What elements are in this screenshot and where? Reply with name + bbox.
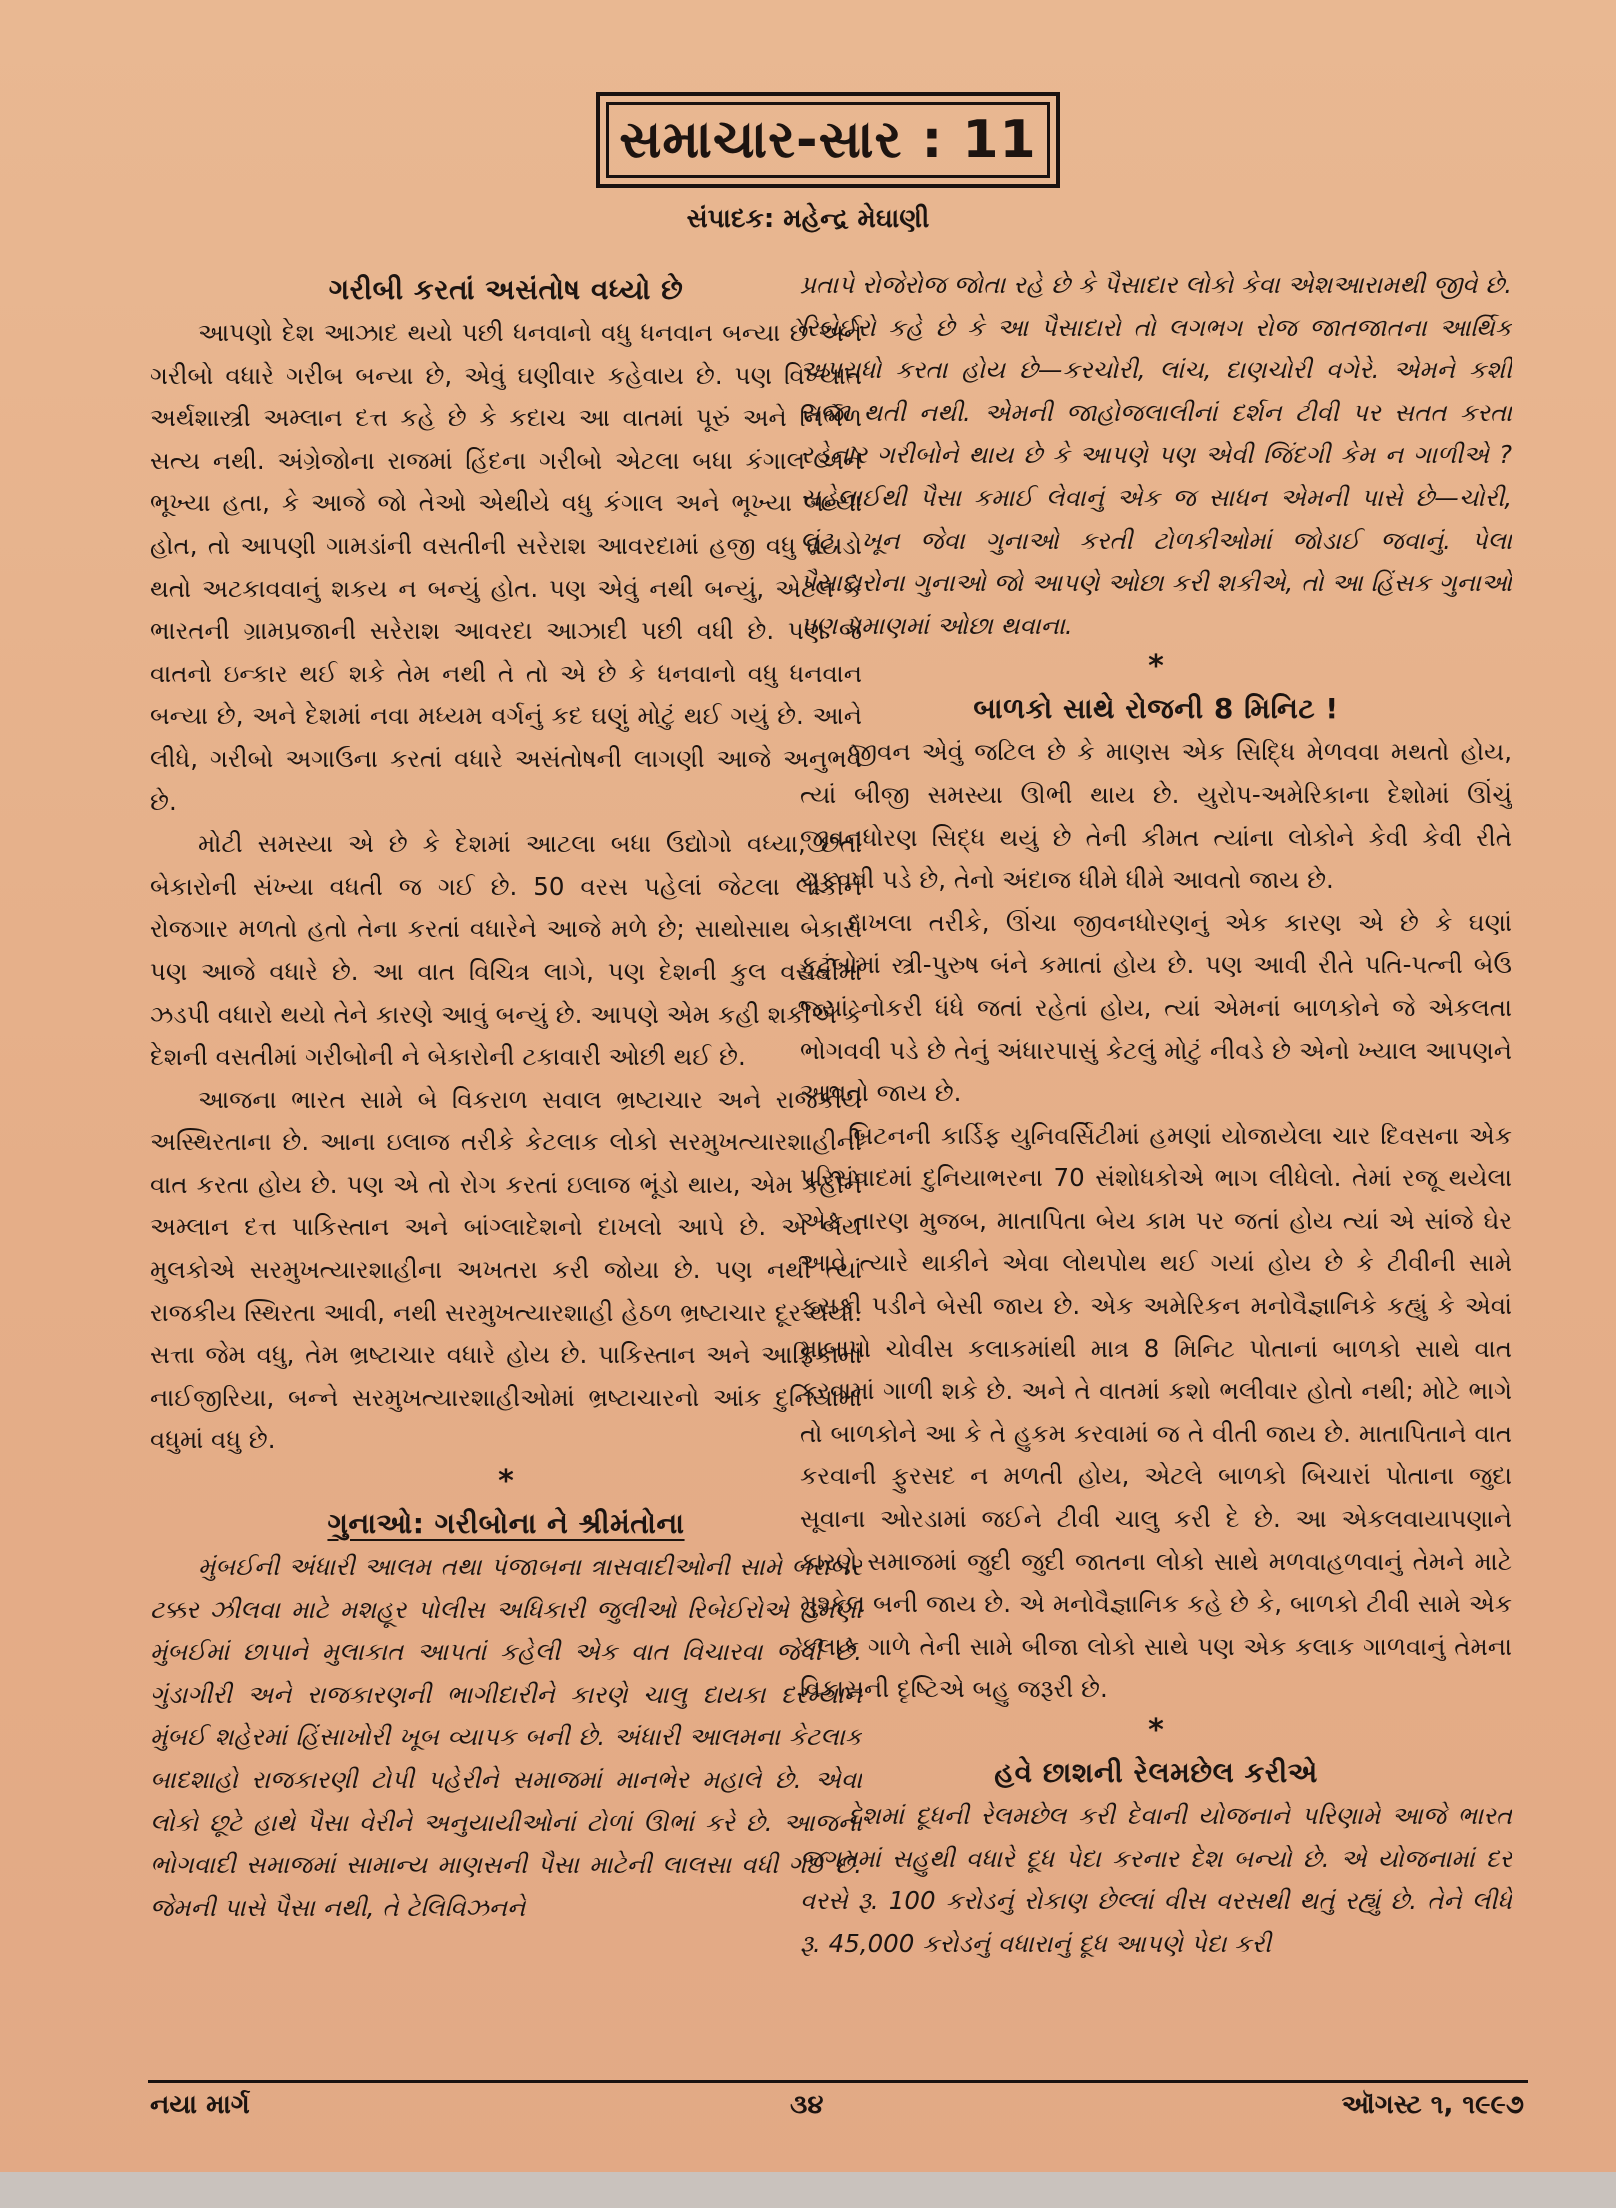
article-paragraph: મુંબઈની અંધારી આલમ તથા પંજાબના ત્રાસવાદીઓની સામે બરાબર ટક્કર ઝીલવા માટે મશહૂર પોલીસ અધિકારી જુલીઓ રિબેઈરોએ હમણાં મુંબઈમાં છાપાને મુલાકાત આપતાં કહેલી એક વાત વિચારવા જેવી છે. ગુંડાગીરી અને રાજકારણની ભાગીદારીને કારણે ચાલુ દાયકા દરમ્યાન મુંબઈ શહેરમાં હિંસાખોરી ખૂબ વ્યાપક બની છે. અંધારી આલમના કેટલાક બાદશાહો રાજકારણી ટોપી પહેરીને સમાજમાં માનભેર મહાલે છે. એવા લોકો છૂટે હાથે પૈસા વેરીને અનુયાયીઓનાં ટોળાં ઊભાં કરે છે. આજના ભોગવાદી સમાજમાં સામાન્ય માણસની પૈસા માટેની લાલસા વધી ગઈ છે. જેમની પાસે પૈસા નથી, તે ટેલિવિઝનને (150, 1552, 862, 1922)
article-paragraph: મોટી સમસ્યા એ છે કે દેશમાં આટલા બધા ઉદ્યોગો વધ્યા, છતાં બેકારોની સંખ્યા વધતી જ ગઈ છે. 50 વરસ પહેલાં જેટલા લોકોને રોજગાર મળતો હતો તેના કરતાં વધારેને આજે મળે છે; સાથોસાથ બેકારો પણ આજે વધારે છે. આ વાત વિચિત્ર લાગે, પણ દેશની કુલ વસતીમાં ઝડપી વધારો થયો તેને કારણે આવું બન્યું છે. આપણે એમ કહી શકીએ કે દેશની વસતીમાં ગરીબોની ને બેકારોની ટકાવારી ઓછી થઈ છે. (150, 829, 862, 1072)
left-column (150, 268, 862, 2098)
page-title: સમાચાર-સાર : 11 (606, 102, 1050, 178)
article-paragraph: પ્રતાપે રોજેરોજ જોતા રહે છે કે પૈસાદાર લોકો કેવા એશઆરામથી જીવે છે. રિબેઈરો કહે છે કે આ પૈસાદારો તો લગભગ રોજ જાતજાતના આર્થિક અપરાધો કરતા હોય છે—કરચોરી, લાંચ, દાણચોરી વગેરે. એમને કશી સજા થતી નથી. એમની જાહોજલાલીનાં દર્શન ટીવી પર સતત કરતા રહેનાર ગરીબોને થાય છે કે આપણે પણ એવી જિંદગી કેમ ન ગાળીએ ? સહેલાઈથી પૈસા કમાઈ લેવાનું એક જ સાધન એમની પાસે છે—ચોરી, લૂંટ, ખૂન જેવા ગુનાઓ કરતી ટોળકીઓમાં જોડાઈ જવાનું. પેલા પૈસાદારોના ગુનાઓ જો આપણે ઓછા કરી શકીએ, તો આ હિંસક ગુનાઓ પણ પ્રમાણમાં ઓછા થવાના. (800, 270, 1512, 640)
page-number: ૩૪ (790, 2090, 824, 2120)
footer-divider (148, 2080, 1528, 2083)
right-column (800, 264, 1512, 2094)
section-heading-buttermilk: હવે છાશની રેલમછેલ કરીએ (994, 1756, 1318, 1789)
scan-edge (0, 2172, 1616, 2208)
article-paragraph: આપણો દેશ આઝાદ થયો પછી ધનવાનો વધુ ધનવાન બન્યા છે અને ગરીબો વધારે ગરીબ બન્યા છે, એવું ઘણીવાર કહેવાય છે. પણ વિખ્યાત અર્થશાસ્ત્રી અમ્લાન દત્ત કહે છે કે કદાચ આ વાતમાં પૂરું અને નિર્ભેળ સત્ય નથી. અંગ્રેજોના રાજમાં હિંદના ગરીબો એટલા બધા કંગાલ અને ભૂખ્યા હતા, કે આજે જો તેઓ એથીયે વધુ કંગાલ અને ભૂખ્યા બન્યા હોત, તો આપણી ગામડાંની વસતીની સરેરાશ આવરદામાં હજી વધુ ઘટાડો થતો અટકાવવાનું શકય ન બન્યું હોત. પણ એવું નથી બન્યું, એટલે કે ભારતની ગ્રામપ્રજાની સરેરાશ આવરદા આઝાદી પછી વધી છે. પણ જે વાતનો ઇન્કાર થઈ શકે તેમ નથી તે તો એ છે કે ધનવાનો વધુ ધનવાન બન્યા છે, અને દેશમાં નવા મધ્યમ વર્ગનું કદ ઘણું મોટું થઈ ગયું છે. આને લીધે, ગરીબો અગાઉના કરતાં વધારે અસંતોષની લાગણી આજે અનુભવે છે. (150, 318, 862, 816)
section-heading-crimes: ગુનાઓ: ગરીબોના ને શ્રીમંતોના (327, 1507, 685, 1541)
section-separator: * (498, 1464, 514, 1500)
article-paragraph: દાખલા તરીકે, ઊંચા જીવનધોરણનું એક કારણ એ છે કે ઘણાં કુટુંબોમાં સ્ત્રી-પુરુષ બંને કમાતાં હોય છે. પણ આવી રીતે પતિ-પત્ની બેઉ જ્યાં નોકરી ધંધે જતાં રહેતાં હોય, ત્યાં એમનાં બાળકોને જે એકલતા ભોગવવી પડે છે તેનું અંધારપાસું કેટલું મોટું નીવડે છે એનો ખ્યાલ આપણને આવતો જાય છે. (800, 907, 1512, 1108)
title-frame (596, 92, 1060, 188)
editor-credit: સંપાદક: મહેન્દ્ર મેઘાણી (686, 204, 930, 234)
issue-date: ઑગસ્ટ ૧, ૧૯૯૭ (1341, 2090, 1524, 2120)
section-heading-poverty: ગરીબી કરતાં અસંતોષ વધ્યો છે (328, 273, 684, 306)
section-heading-children: બાળકો સાથે રોજની 8 મિનિટ ! (973, 692, 1339, 726)
section-separator: * (1148, 649, 1164, 685)
article-paragraph: દેશમાં દૂધની રેલમછેલ કરી દેવાની યોજનાને પરિણામે આજે ભારત જગતમાં સહુથી વધારે દૂધ પેદા કરનાર દેશ બન્યો છે. એ યોજનામાં દર વરસે રૂ. 100 કરોડનું રોકાણ છેલ્લાં વીસ વરસથી થતું રહ્યું છે. તેને લીધે રૂ. 45,000 કરોડનું વધારાનું દૂધ આપણે પેદા કરી (800, 1801, 1512, 1958)
magazine-name: નયા માર્ગ (150, 2090, 250, 2120)
section-separator: * (1148, 1713, 1164, 1748)
article-paragraph: જીવન એવું જટિલ છે કે માણસ એક સિદ્ધિ મેળવવા મથતો હોય, ત્યાં બીજી સમસ્યા ઊભી થાય છે. યુરોપ-અમેરિકાના દેશોમાં ઊંચું જીવનધોરણ સિદ્ધ થયું છે તેની કીમત ત્યાંના લોકોને કેવી કેવી રીતે ચૂકવવી પડે છે, તેનો અંદાજ ધીમે ધીમે આવતો જાય છે. (800, 737, 1512, 895)
article-paragraph: આજના ભારત સામે બે વિકરાળ સવાલ ભ્રષ્ટાચાર અને રાજકીય અસ્થિરતાના છે. આના ઇલાજ તરીકે કેટલાક લોકો સરમુખત્યારશાહીની વાત કરતા હોય છે. પણ એ તો રોગ કરતાં ઇલાજ ભૂંડો થાય, એમ કહીને અમ્લાન દત્ત પાકિસ્તાન અને બાંગ્લાદેશનો દાખલો આપે છે. એ બેય મુલકોએ સરમુખત્યારશાહીના અખતરા કરી જોયા છે. પણ નથી ત્યાં રાજકીય સ્થિરતા આવી, નથી સરમુખત્યારશાહી હેઠળ ભ્રષ્ટાચાર દૂર થયો. સત્તા જેમ વધુ, તેમ ભ્રષ્ટાચાર વધારે હોય છે. પાકિસ્તાન અને આફ્રિકામાં નાઈજીરિયા, બન્ને સરમુખત્યારશાહીઓમાં ભ્રષ્ટાચારનો આંક દુનિયામાં વધુમાં વધુ છે. (150, 1084, 862, 1455)
article-paragraph: બ્રિટનની કાર્ડિફ યુનિવર્સિટીમાં હમણાં યોજાયેલા ચાર દિવસના એક પરિસંવાદમાં દુનિયાભરના 70 સંશોધકોએ ભાગ લીધેલો. તેમાં રજૂ થયેલા એક તારણ મુજબ, માતાપિતા બેય કામ પર જતાં હોય ત્યાં એ સાંજે ઘેર આવે ત્યારે થાકીને એવા લોથપોથ થઈ ગયાં હોય છે કે ટીવીની સામે ફસકી પડીને બેસી જાય છે. એક અમેરિકન મનોવૈજ્ઞાનિકે કહ્યું કે એવાં માબાપો ચોવીસ કલાકમાંથી માત્ર 8 મિનિટ પોતાનાં બાળકો સાથે વાત કરવામાં ગાળી શકે છે. અને તે વાતમાં કશો ભલીવાર હોતો નથી; મોટે ભાગે તો બાળકોને આ કે તે હુકમ કરવામાં જ તે વીતી જાય છે. માતાપિતાને વાત કરવાની ફુરસદ ન મળતી હોય, એટલે બાળકો બિચારાં પોતાના જુદા સૂવાના ઓરડામાં જઈને ટીવી ચાલુ કરી દે છે. આ એકલવાયાપણાને કારણે સમાજમાં જુદી જુદી જાતના લોકો સાથે મળવાહળવાનું તેમને માટે મુશ્કેલ બની જાય છે. એ મનોવૈજ્ઞાનિક કહે છે કે, બાળકો ટીવી સામે એક કલાક ગાળે તેની સામે બીજા લોકો સાથે પણ એક કલાક ગાળવાનું તેમના વિકાસની દૃષ્ટિએ બહુ જરૂરી છે. (800, 1120, 1512, 1704)
